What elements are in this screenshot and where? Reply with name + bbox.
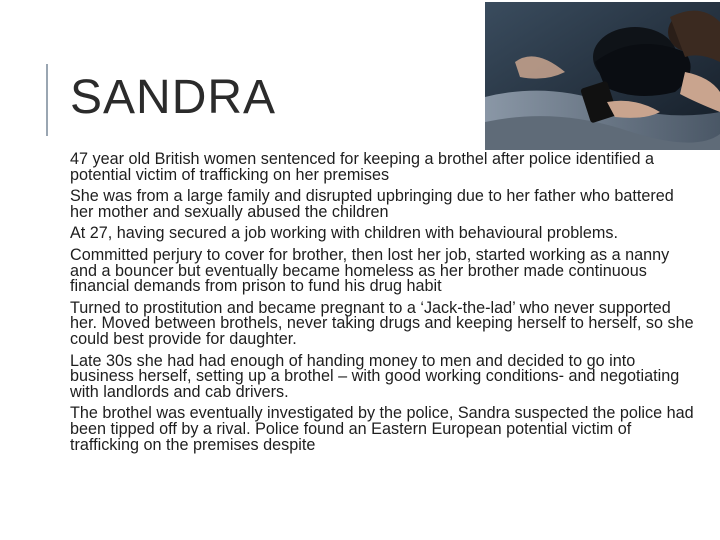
paragraph: 47 year old British women sentenced for keeping a brothel after police identified a potential victim of trafficking on her premises [70,150,654,184]
slide-body [70,152,700,459]
paragraph: The brothel was eventually investigated by the police, Sandra suspected the police had been tipped off by a rival. Police found an Eastern European potential victim of trafficking on the premises despite [70,404,694,454]
paragraph: She was from a large family and disrupted upbringing due to her father who battered her mother and sexually abused the children [70,187,674,221]
woman-on-bed-with-phone-photo-icon [485,2,720,150]
slide-title: SANDRA [70,71,277,124]
paragraph: Committed perjury to cover for brother, then lost her job, started working as a nanny and a bouncer but eventually became homeless as her brother made continuous financial demands from prison to fund his drug habit [70,245,670,296]
slide-photo [485,2,720,150]
title-accent-bar [46,64,48,136]
paragraph: Turned to prostitution and became pregnant to a ‘Jack-the-lad’ who never supported her. Moved between brothels, never taking drugs and keeping herself to herself, so she could best provide for daughter. [70,298,694,348]
paragraph: Late 30s she had had enough of handing money to men and decided to go into business herself, setting up a brothel – with good working conditions- and negotiating with landlords and cab drivers. [70,351,680,401]
paragraph: At 27, having secured a job working with children with behavioural problems. [70,224,618,243]
